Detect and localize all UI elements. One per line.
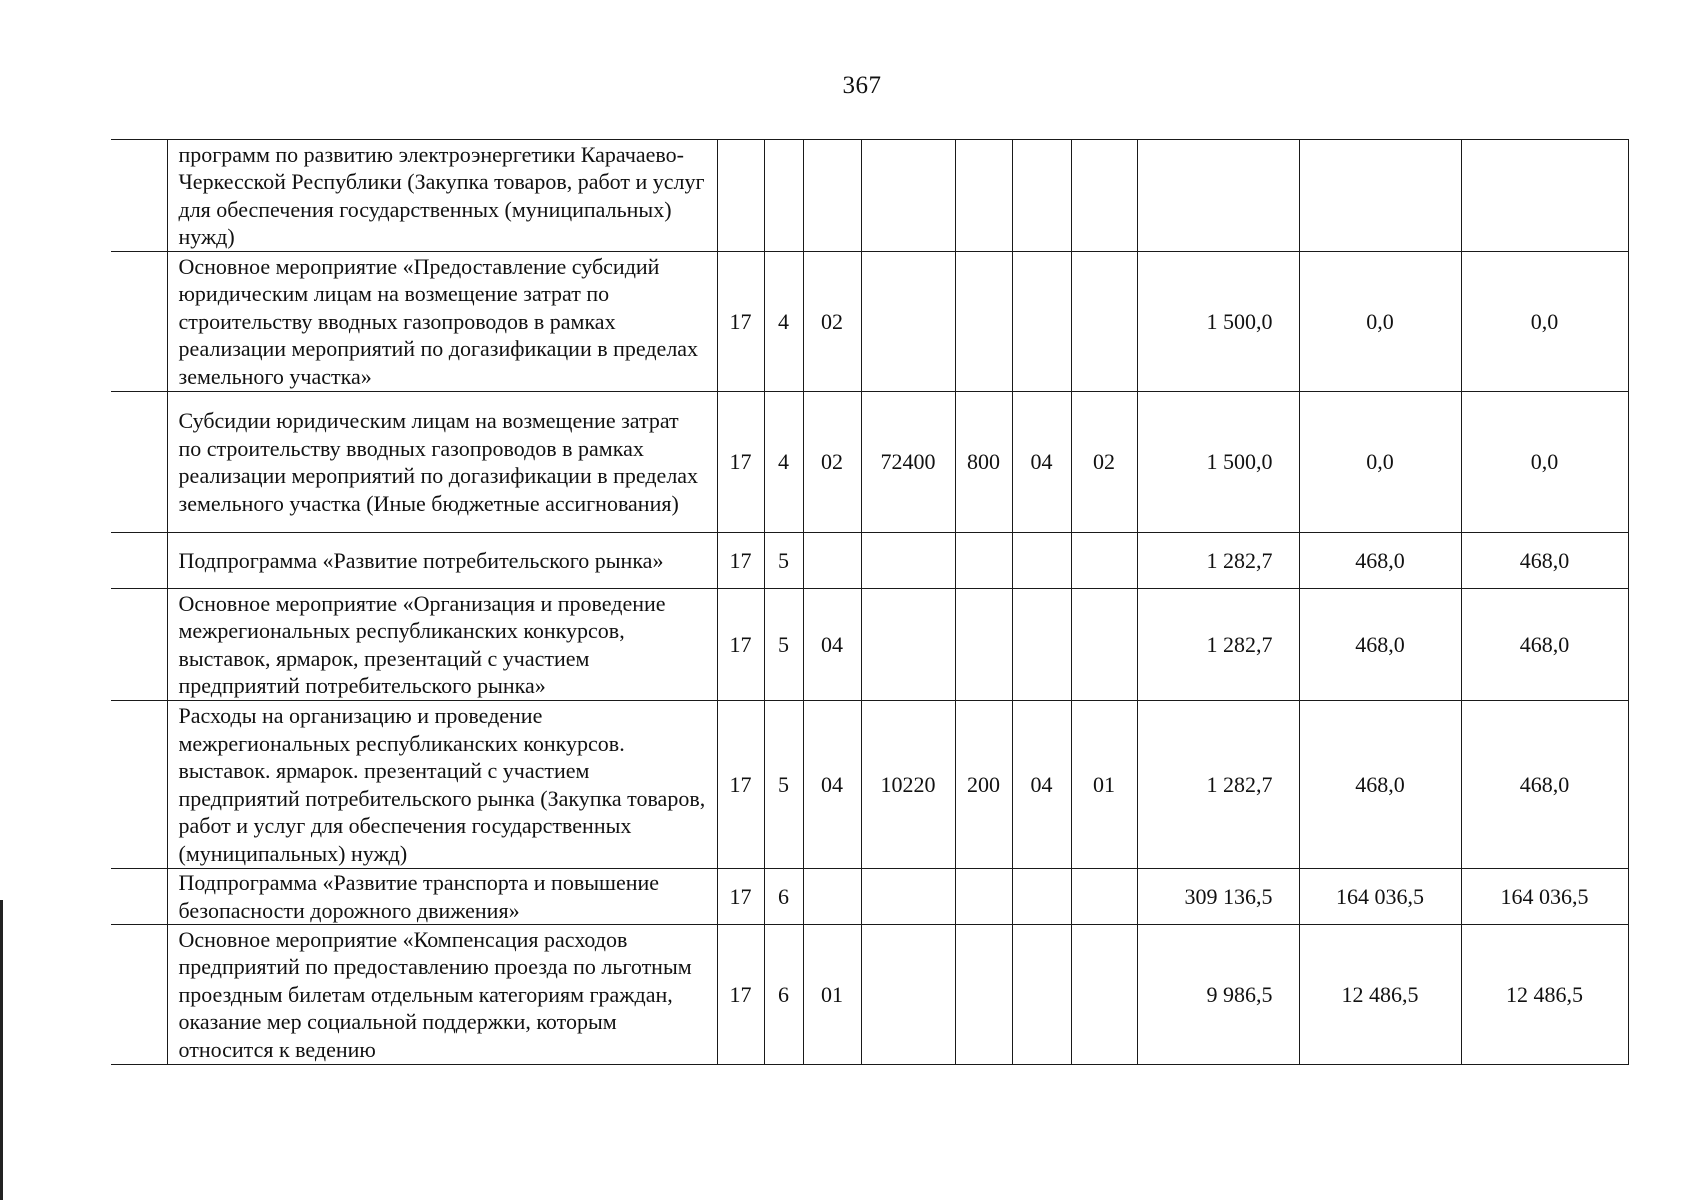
code-direction [861, 589, 955, 701]
row-number-cell [111, 140, 167, 252]
amount-year-1: 1 282,7 [1137, 701, 1299, 869]
code-section [1012, 925, 1071, 1065]
amount-year-2: 468,0 [1299, 533, 1461, 589]
amount-year-3: 0,0 [1461, 392, 1628, 533]
code-pp: 6 [764, 925, 803, 1065]
amount-year-1: 1 500,0 [1137, 252, 1299, 392]
row-name: Подпрограмма «Развитие потребительского рынка» [167, 533, 717, 589]
code-subsection [1071, 533, 1137, 589]
code-direction [861, 140, 955, 252]
table-row [111, 252, 1628, 392]
amount-year-1: 9 986,5 [1137, 925, 1299, 1065]
amount-year-2: 12 486,5 [1299, 925, 1461, 1065]
amount-year-1: 1 282,7 [1137, 533, 1299, 589]
code-gp: 17 [717, 533, 764, 589]
code-pp: 4 [764, 392, 803, 533]
row-name: Субсидии юридическим лицам на возмещение затрат по строительству вводных газопроводов в рамках реализации мероприятий по догазификации в пределах земельного участка (Иные бюджетные ассигнования) [167, 392, 717, 533]
amount-year-1 [1137, 140, 1299, 252]
row-number-cell [111, 252, 167, 392]
row-name: Основное мероприятие «Предоставление субсидий юридическим лицам на возмещение затрат по строительству вводных газопроводов в рамках реализации мероприятий по догазификации в пределах земельного участка» [167, 252, 717, 392]
code-section [1012, 533, 1071, 589]
row-name: Основное мероприятие «Организация и проведение межрегиональных республиканских конкурсов, выставок, ярмарок, презентаций с участием предприятий потребительского рынка» [167, 589, 717, 701]
code-gp: 17 [717, 392, 764, 533]
code-subsection [1071, 925, 1137, 1065]
amount-year-3: 468,0 [1461, 701, 1628, 869]
code-om: 02 [803, 252, 861, 392]
amount-year-3: 468,0 [1461, 589, 1628, 701]
budget-table [111, 139, 1629, 1065]
scan-margin-line [0, 900, 3, 1200]
code-expense-type: 800 [955, 392, 1012, 533]
code-pp: 5 [764, 589, 803, 701]
table-row [111, 589, 1628, 701]
row-name: программ по развитию электроэнергетики Карачаево-Черкесской Республики (Закупка товаров, работ и услуг для обеспечения государственных (муниципальных) нужд) [167, 140, 717, 252]
row-name: Подпрограмма «Развитие транспорта и повышение безопасности дорожного движения» [167, 869, 717, 925]
code-direction: 10220 [861, 701, 955, 869]
amount-year-1: 1 282,7 [1137, 589, 1299, 701]
code-section [1012, 589, 1071, 701]
code-gp [717, 140, 764, 252]
table-row [111, 925, 1628, 1065]
code-om: 04 [803, 701, 861, 869]
code-section: 04 [1012, 392, 1071, 533]
amount-year-3: 0,0 [1461, 252, 1628, 392]
row-number-cell [111, 701, 167, 869]
code-subsection: 01 [1071, 701, 1137, 869]
code-section [1012, 869, 1071, 925]
table-body [111, 140, 1628, 1065]
code-direction: 72400 [861, 392, 955, 533]
code-pp: 4 [764, 252, 803, 392]
code-expense-type [955, 925, 1012, 1065]
code-expense-type [955, 140, 1012, 252]
code-direction [861, 925, 955, 1065]
row-name: Расходы на организацию и проведение межрегиональных республиканских конкурсов. выставок. ярмарок. презентаций с участием предприятий потребительского рынка (Закупка товаров, работ и услуг для обеспечения государственных (муниципальных) нужд) [167, 701, 717, 869]
row-number-cell [111, 533, 167, 589]
code-gp: 17 [717, 701, 764, 869]
code-pp: 5 [764, 533, 803, 589]
code-expense-type [955, 869, 1012, 925]
code-expense-type [955, 533, 1012, 589]
code-subsection [1071, 869, 1137, 925]
amount-year-1: 309 136,5 [1137, 869, 1299, 925]
amount-year-2: 0,0 [1299, 252, 1461, 392]
amount-year-1: 1 500,0 [1137, 392, 1299, 533]
amount-year-2: 468,0 [1299, 589, 1461, 701]
code-subsection [1071, 140, 1137, 252]
code-direction [861, 533, 955, 589]
code-section [1012, 140, 1071, 252]
table-row [111, 140, 1628, 252]
code-pp: 6 [764, 869, 803, 925]
row-name: Основное мероприятие «Компенсация расходов предприятий по предоставлению проезда по льготным проездным билетам отдельным категориям граждан, оказание мер социальной поддержки, которым относится к ведению [167, 925, 717, 1065]
code-om [803, 140, 861, 252]
amount-year-2 [1299, 140, 1461, 252]
code-gp: 17 [717, 589, 764, 701]
code-om [803, 533, 861, 589]
amount-year-2: 0,0 [1299, 392, 1461, 533]
code-gp: 17 [717, 869, 764, 925]
code-section [1012, 252, 1071, 392]
amount-year-2: 468,0 [1299, 701, 1461, 869]
table-row [111, 869, 1628, 925]
code-om [803, 869, 861, 925]
amount-year-3: 164 036,5 [1461, 869, 1628, 925]
code-section: 04 [1012, 701, 1071, 869]
code-om: 04 [803, 589, 861, 701]
code-om: 02 [803, 392, 861, 533]
code-om: 01 [803, 925, 861, 1065]
code-subsection [1071, 589, 1137, 701]
page-number: 367 [842, 72, 882, 99]
table-row [111, 701, 1628, 869]
amount-year-3 [1461, 140, 1628, 252]
code-pp [764, 140, 803, 252]
code-gp: 17 [717, 925, 764, 1065]
code-direction [861, 252, 955, 392]
code-gp: 17 [717, 252, 764, 392]
row-number-cell [111, 925, 167, 1065]
code-subsection [1071, 252, 1137, 392]
code-expense-type [955, 589, 1012, 701]
table-row [111, 392, 1628, 533]
amount-year-2: 164 036,5 [1299, 869, 1461, 925]
code-subsection: 02 [1071, 392, 1137, 533]
code-direction [861, 869, 955, 925]
code-expense-type [955, 252, 1012, 392]
code-expense-type: 200 [955, 701, 1012, 869]
row-number-cell [111, 392, 167, 533]
row-number-cell [111, 869, 167, 925]
amount-year-3: 12 486,5 [1461, 925, 1628, 1065]
amount-year-3: 468,0 [1461, 533, 1628, 589]
row-number-cell [111, 589, 167, 701]
table-row [111, 533, 1628, 589]
code-pp: 5 [764, 701, 803, 869]
